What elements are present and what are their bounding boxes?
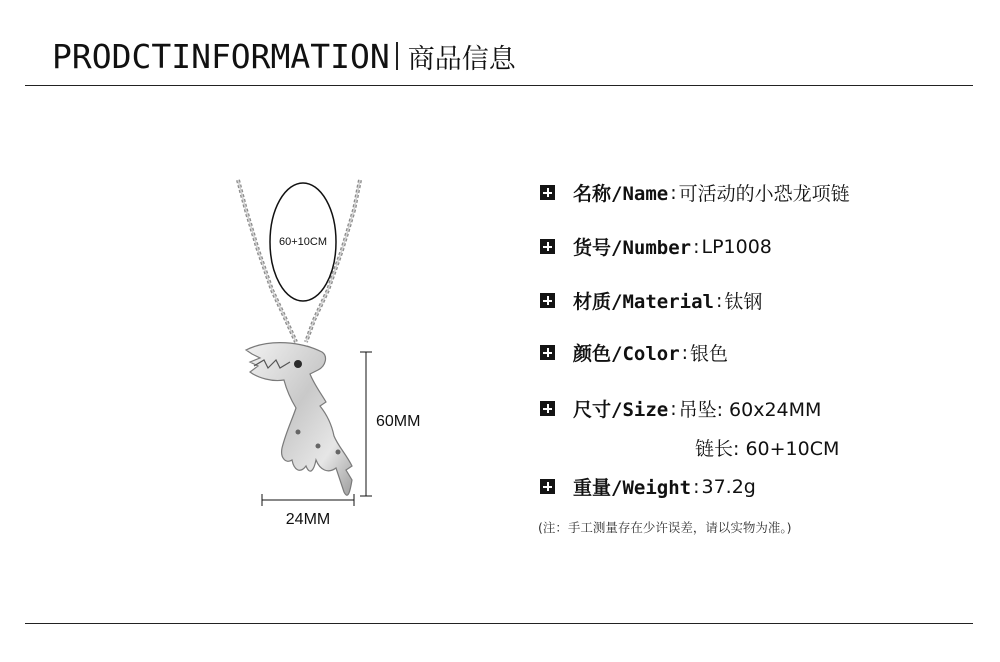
dinosaur-eye	[294, 360, 302, 368]
title-chinese: 商品信息	[407, 43, 516, 75]
spec-colon: :	[681, 341, 689, 364]
dinosaur-pendant	[246, 343, 352, 496]
spec-row-number	[540, 233, 772, 260]
spec-value-color: 银色	[690, 343, 729, 365]
spec-colon: :	[715, 289, 723, 312]
plus-icon	[540, 185, 555, 200]
title-english: PRODCTINFORMATION	[52, 36, 390, 76]
top-divider	[25, 85, 973, 86]
spec-value-pendant-size: 吊坠: 60x24MM	[678, 399, 822, 421]
spec-label-name: 名称/Name	[573, 183, 669, 205]
plus-icon	[540, 293, 555, 308]
spec-row-material	[540, 287, 762, 314]
width-dimension-label: 24MM	[285, 511, 331, 528]
spec-colon: :	[693, 475, 700, 498]
spec-colon: :	[670, 397, 677, 420]
spec-value-name: 可活动的小恐龙项链	[678, 183, 850, 205]
spec-colon: :	[693, 235, 700, 258]
plus-icon	[540, 479, 555, 494]
plus-icon	[540, 401, 555, 416]
spec-value-weight: 37.2g	[701, 475, 756, 498]
spec-row-size	[540, 395, 821, 422]
width-dimension	[262, 494, 354, 506]
measurement-footnote: (注：手工测量存在少许误差，请以实物为准。)	[538, 520, 792, 535]
spec-label-material: 材质/Material	[573, 291, 714, 313]
product-figure	[210, 170, 460, 540]
spec-label-size: 尺寸/Size	[573, 399, 669, 421]
height-dimension	[360, 352, 372, 496]
bottom-divider	[25, 623, 973, 624]
height-dimension-label: 60MM	[376, 413, 421, 430]
spec-row-color	[540, 339, 728, 366]
spec-value-chain-length: 链长: 60+10CM	[695, 438, 840, 460]
spec-row-name	[540, 179, 850, 206]
spec-value-material: 钛钢	[724, 291, 763, 313]
spec-label-weight: 重量/Weight	[573, 477, 692, 499]
spec-colon: :	[670, 181, 677, 204]
spec-value-number: LP1008	[701, 235, 772, 258]
title-separator	[396, 42, 398, 70]
plus-icon	[540, 239, 555, 254]
spec-label-number: 货号/Number	[573, 237, 692, 259]
chain-callout-label: 60+10CM	[278, 236, 328, 248]
spec-row-weight	[540, 473, 756, 500]
plus-icon	[540, 345, 555, 360]
spec-label-color: 颜色/Color	[573, 343, 680, 365]
page-title	[52, 36, 516, 76]
necklace-image	[210, 170, 460, 540]
